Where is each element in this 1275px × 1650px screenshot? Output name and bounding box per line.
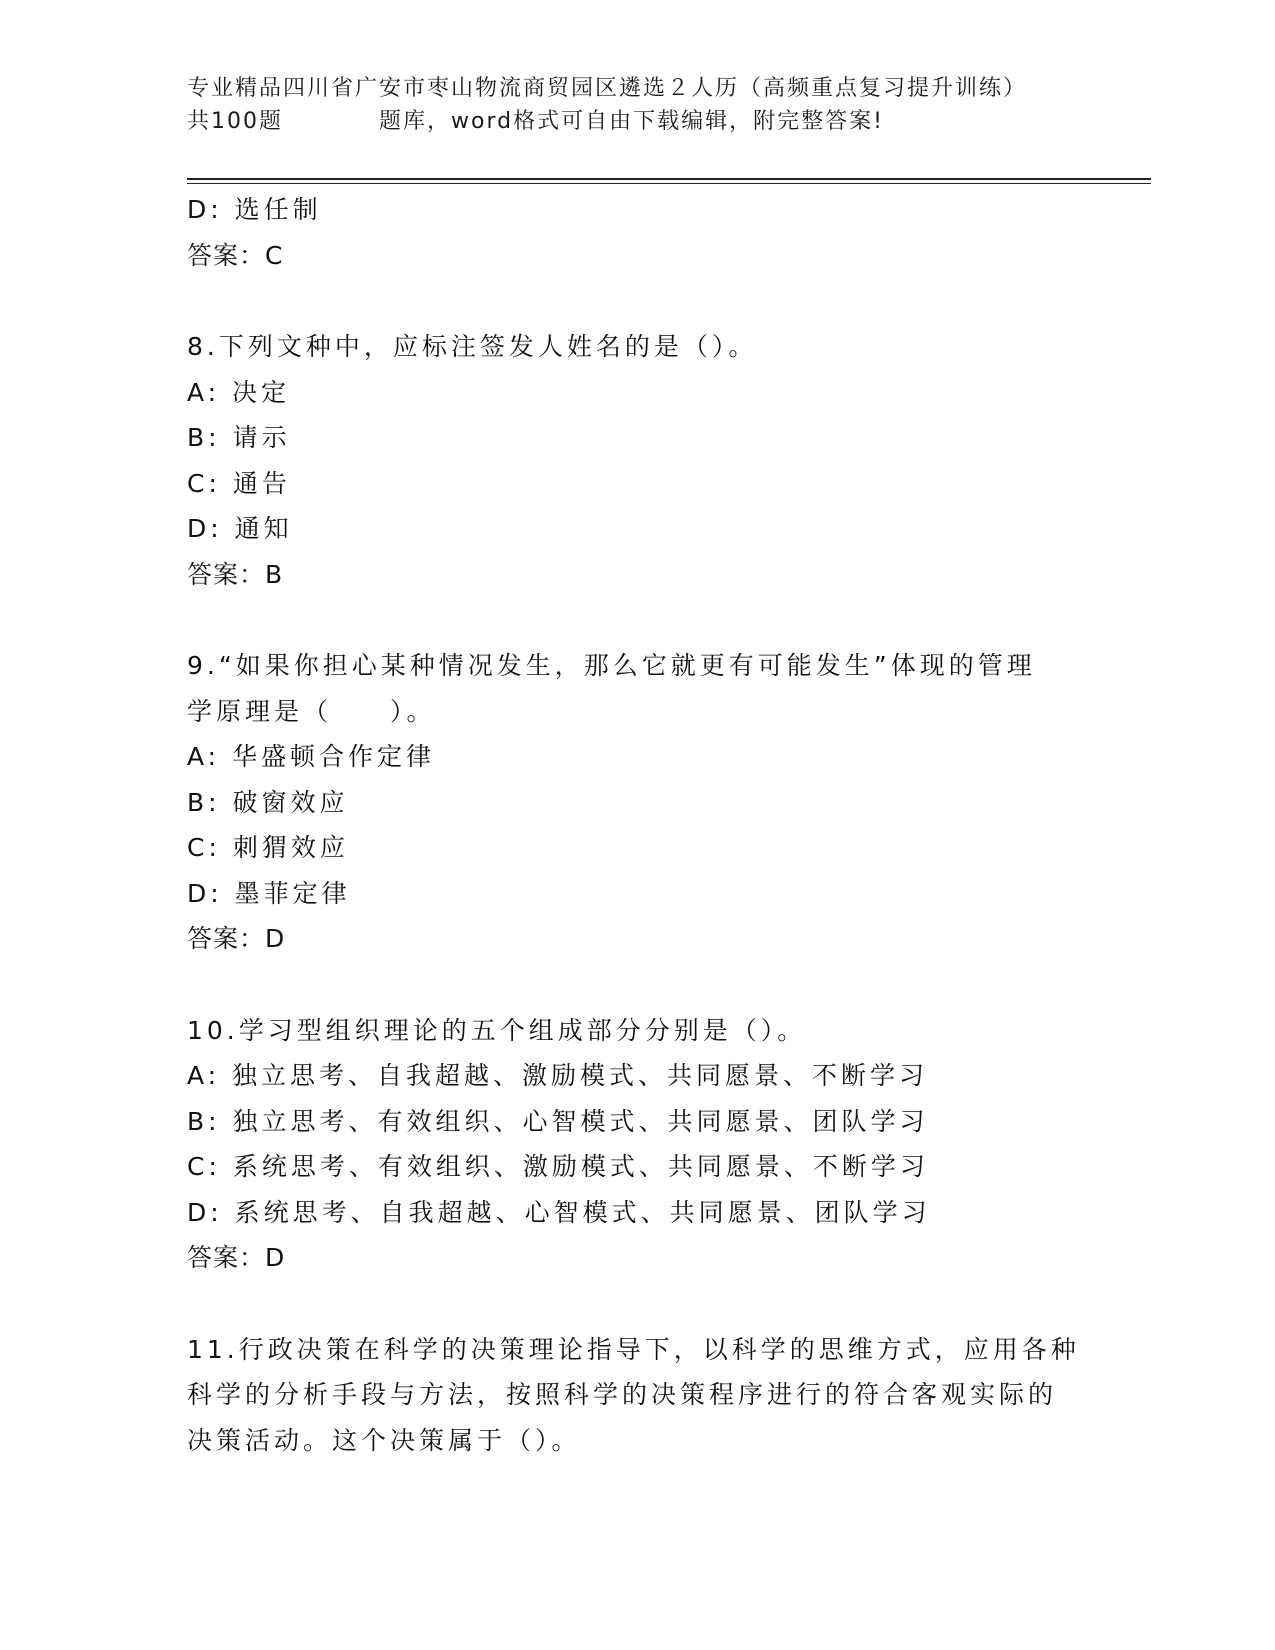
- option-c: C: 通告: [187, 468, 291, 498]
- question-stem: 10.学习型组织理论的五个组成部分分别是（）。: [187, 1015, 807, 1045]
- question-stem-line-2: 学原理是（ ）。: [187, 696, 436, 726]
- spacer: [187, 1281, 1147, 1327]
- option-a: A: 决定: [187, 377, 291, 407]
- option-a: A: 华盛顿合作定律: [187, 742, 436, 771]
- question-stem: 8.下列文种中，应标注签发人姓名的是（）。: [187, 332, 758, 361]
- option-a: A: 独立思考、自我超越、激励模式、共同愿景、不断学习: [187, 1061, 929, 1090]
- question-stem-line-3: 决策活动。这个决策属于（）。: [187, 1425, 581, 1455]
- header-divider-thin: [187, 183, 1151, 184]
- question-stem-line-1: 11.行政决策在科学的决策理论指导下，以科学的思维方式，应用各种: [187, 1334, 1080, 1364]
- question-stem-line-2: 科学的分析手段与方法，按照科学的决策程序进行的符合客观实际的: [187, 1380, 1058, 1409]
- answer: 答案：D: [187, 924, 286, 953]
- page-header: [187, 72, 1147, 138]
- option-c: C: 刺猬效应: [187, 833, 349, 862]
- header-title-line-1: 专业精品四川省广安市枣山物流商贸园区遴选２人历（高频重点复习提升训练）: [187, 76, 1028, 101]
- option-d: D: 选任制: [187, 195, 322, 224]
- question-11: [187, 1327, 1147, 1464]
- option-c: C: 系统思考、有效组织、激励模式、共同愿景、不断学习: [187, 1152, 929, 1181]
- header-divider-thick: [187, 178, 1151, 180]
- answer: 答案：C: [187, 240, 284, 270]
- option-b: B: 破窗效应: [187, 787, 349, 817]
- question-content: [187, 187, 1147, 1463]
- option-d: D: 通知: [187, 514, 293, 543]
- question-9: [187, 643, 1147, 734]
- header-title-line-2: 共100题 题库，word格式可自由下载编辑，附完整答案!: [187, 109, 884, 134]
- answer: 答案：B: [187, 559, 284, 589]
- spacer: [187, 597, 1147, 643]
- question-10: [187, 1008, 1147, 1054]
- spacer: [187, 962, 1147, 1008]
- spacer: [187, 278, 1147, 324]
- option-d: D: 系统思考、自我超越、心智模式、共同愿景、团队学习: [187, 1197, 931, 1227]
- question-8: [187, 324, 1147, 370]
- option-d: D: 墨菲定律: [187, 878, 351, 908]
- option-b: B: 请示: [187, 423, 291, 452]
- question-stem-line-1: 9.“如果你担心某种情况发生，那么它就更有可能发生”体现的管理: [187, 651, 1036, 680]
- option-b: B: 独立思考、有效组织、心智模式、共同愿景、团队学习: [187, 1106, 929, 1136]
- answer: 答案：D: [187, 1243, 286, 1272]
